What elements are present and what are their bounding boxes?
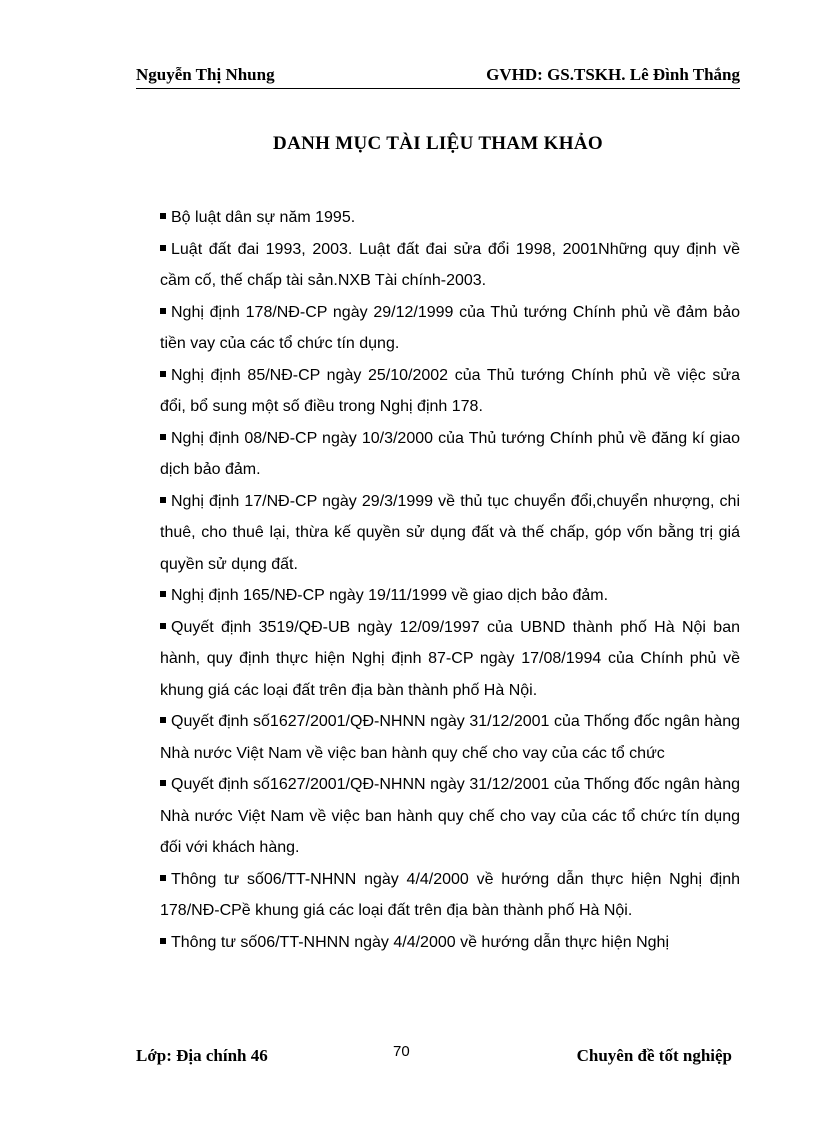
- page-header: [136, 64, 740, 89]
- square-bullet-icon: [160, 938, 166, 944]
- reference-text: Nghị định 178/NĐ-CP ngày 29/12/1999 của Thủ tướng Chính phủ về đảm bảo tiền vay của các tổ chức tín dụng.: [160, 303, 740, 352]
- reference-text: Nghị định 165/NĐ-CP ngày 19/11/1999 về giao dịch bảo đảm.: [171, 587, 609, 604]
- reference-item: [160, 202, 740, 234]
- square-bullet-icon: [160, 717, 166, 723]
- reference-text: Quyết định số1627/2001/QĐ-NHNN ngày 31/12/2001 của Thống đốc ngân hàng Nhà nước Việt Nam về việc ban hành quy chế cho vay của các tổ chức: [160, 713, 740, 762]
- reference-text: Bộ luật dân sự năm 1995.: [171, 209, 356, 226]
- square-bullet-icon: [160, 308, 166, 314]
- reference-text: Thông tư số06/TT-NHNN ngày 4/4/2000 về hướng dẫn thực hiện Nghị định 178/NĐ-CPề khung giá các loại đất trên địa bàn thành phố Hà Nội.: [160, 870, 740, 919]
- reference-item: [160, 769, 740, 864]
- square-bullet-icon: [160, 875, 166, 881]
- reference-text: Luật đất đai 1993, 2003. Luật đất đai sửa đổi 1998, 2001Những quy định về cầm cố, thế chấp tài sản.NXB Tài chính-2003.: [160, 240, 740, 289]
- footer-class: Lớp: Địa chính 46: [136, 1046, 268, 1065]
- square-bullet-icon: [160, 780, 166, 786]
- square-bullet-icon: [160, 213, 166, 219]
- reference-list: [160, 202, 740, 958]
- reference-text: Quyết định số1627/2001/QĐ-NHNN ngày 31/12/2001 của Thống đốc ngân hàng Nhà nước Việt Nam về việc ban hành quy chế cho vay của các tổ chức tín dụng đối với khách hàng.: [160, 776, 740, 856]
- reference-text: Nghị định 17/NĐ-CP ngày 29/3/1999 về thủ tục chuyển đổi,chuyển nhượng, chi thuê, cho thuê lại, thừa kế quyền sử dụng đất và thế chấp, góp vốn bằng trị giá quyền sử dụng đất.: [160, 492, 740, 573]
- reference-text: Quyết định 3519/QĐ-UB ngày 12/09/1997 của UBND thành phố Hà Nội ban hành, quy định thực hiện Nghị định 87-CP ngày 17/08/1994 của Chính phủ về khung giá các loại đất trên địa bàn thành phố Hà Nội.: [160, 618, 740, 699]
- square-bullet-icon: [160, 434, 166, 440]
- page-title: DANH MỤC TÀI LIỆU THAM KHẢO: [273, 133, 603, 154]
- reference-text: Thông tư số06/TT-NHNN ngày 4/4/2000 về hướng dẫn thực hiện Nghị: [171, 933, 670, 951]
- reference-item: [160, 927, 740, 959]
- square-bullet-icon: [160, 371, 166, 377]
- reference-text: Nghị định 08/NĐ-CP ngày 10/3/2000 của Thủ tướng Chính phủ về đăng kí giao dịch bảo đảm.: [160, 429, 740, 478]
- header-author: Nguyễn Thị Nhung: [136, 65, 275, 84]
- footer-topic: Chuyên đề tốt nghiệp: [576, 1046, 732, 1065]
- reference-item: [160, 706, 740, 769]
- reference-item: [160, 864, 740, 927]
- reference-item: [160, 580, 740, 612]
- reference-item: [160, 423, 740, 486]
- header-advisor: GVHD: GS.TSKH. Lê Đình Thắng: [486, 65, 740, 84]
- reference-item: [160, 360, 740, 423]
- reference-item: [160, 486, 740, 581]
- reference-item: [160, 612, 740, 707]
- square-bullet-icon: [160, 245, 166, 251]
- page-number: 70: [393, 1043, 410, 1060]
- reference-text: Nghị định 85/NĐ-CP ngày 25/10/2002 của Thủ tướng Chính phủ về việc sửa đổi, bổ sung một số điều trong Nghị định 178.: [160, 366, 740, 415]
- square-bullet-icon: [160, 591, 166, 597]
- square-bullet-icon: [160, 623, 166, 629]
- page-footer: [136, 1043, 740, 1070]
- reference-item: [160, 297, 740, 360]
- square-bullet-icon: [160, 497, 166, 503]
- reference-item: [160, 234, 740, 297]
